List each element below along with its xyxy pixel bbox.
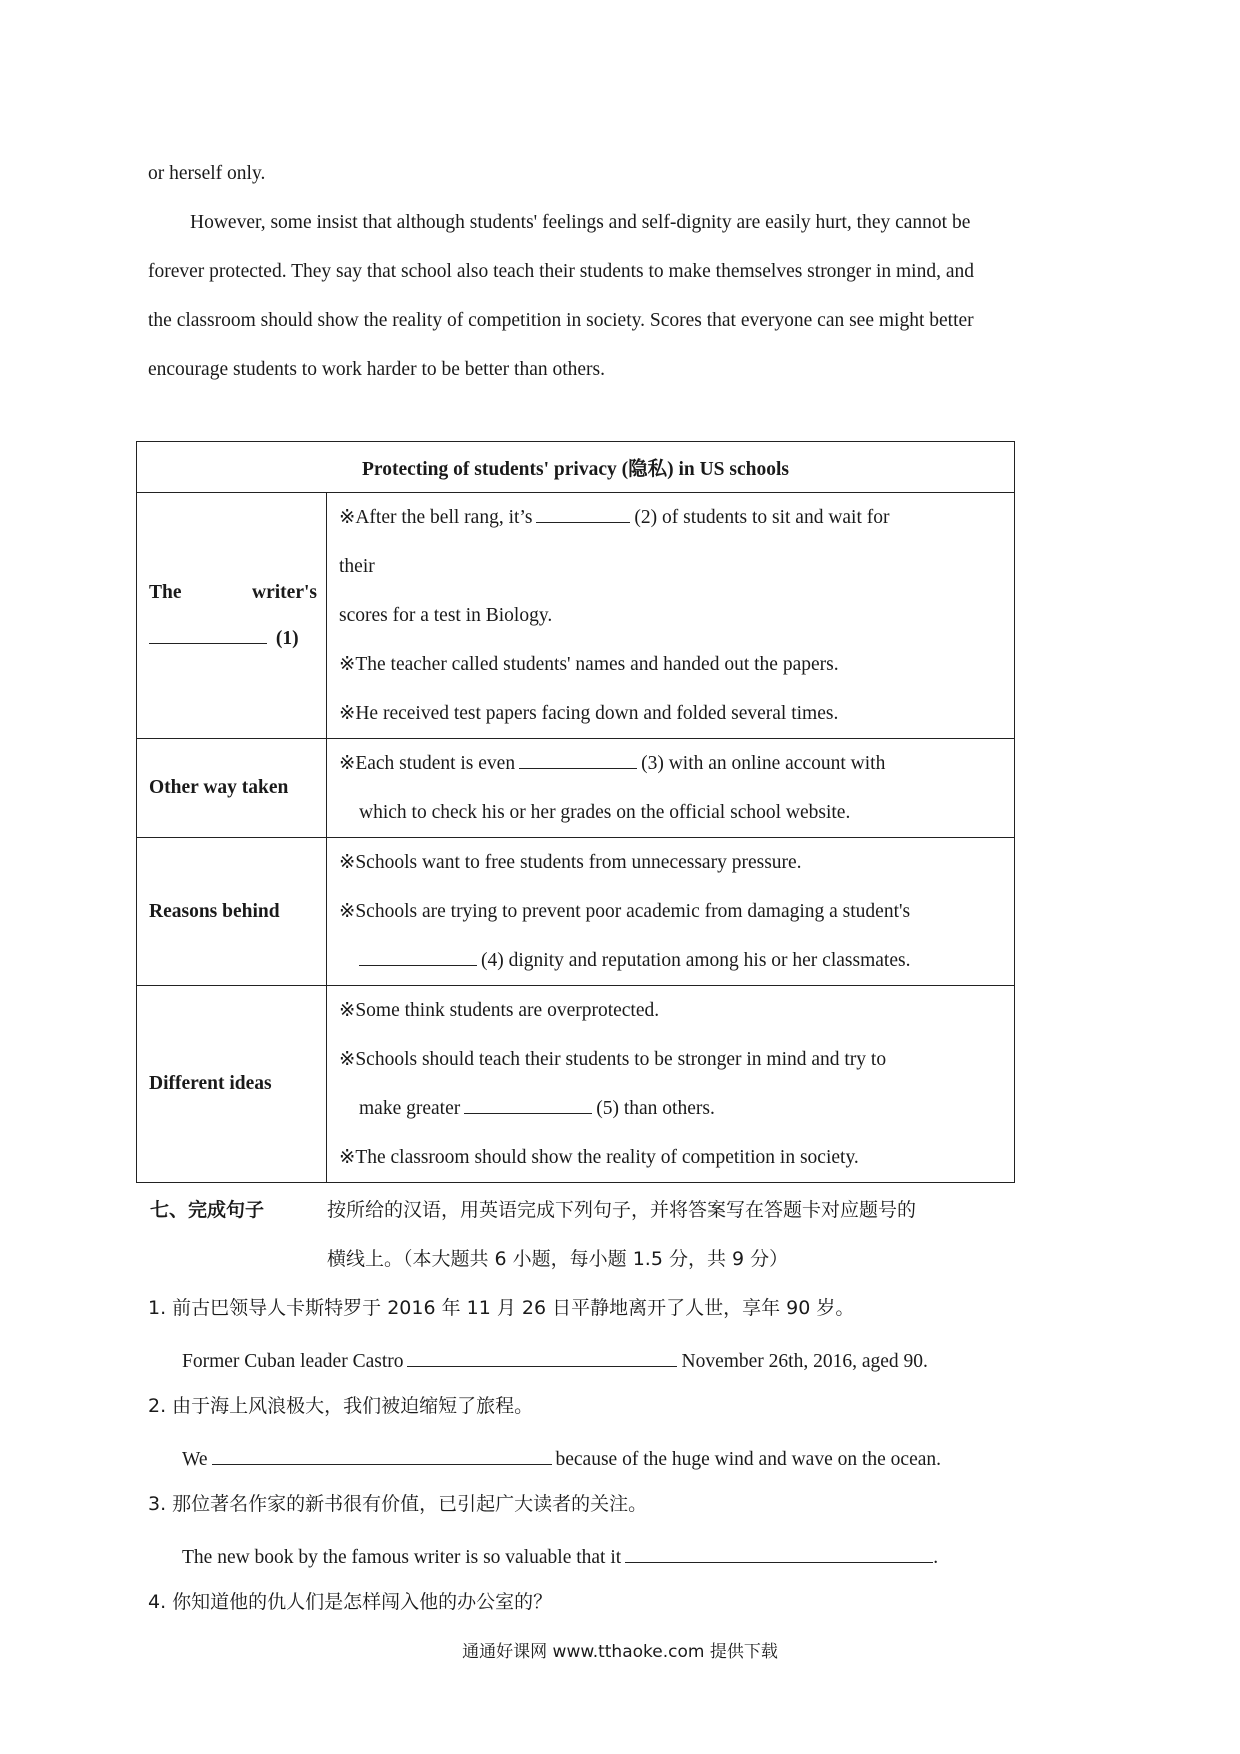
question-prompt: 3. 那位著名作家的新书很有价值，已引起广大读者的关注。 (148, 1493, 648, 1515)
answer-blank (519, 751, 637, 769)
content-text: ※Each student is even (339, 753, 516, 774)
passage-line: the classroom should show the reality of competition in society. Scores that everyone can see might better (148, 310, 974, 331)
content-text: make greater (359, 1098, 461, 1119)
section-heading: 七、完成句子 (150, 1199, 265, 1221)
table-row (137, 493, 1015, 739)
sentence-text: Former Cuban leader Castro (182, 1351, 404, 1372)
sentence-text: . (933, 1547, 939, 1568)
answer-blank (212, 1447, 552, 1465)
row-label: Different ideas (137, 986, 327, 1183)
content-text: ※Schools should teach their students to be stronger in mind and try to (339, 1049, 887, 1070)
content-text: ※He received test papers facing down and folded several times. (339, 703, 839, 724)
content-text: their (339, 556, 375, 577)
question-sentence (182, 1447, 941, 1470)
table-row (137, 838, 1015, 986)
passage-line: encourage students to work harder to be better than others. (148, 359, 606, 380)
answer-blank (407, 1349, 677, 1367)
sentence-text: The new book by the famous writer is so valuable that it (182, 1547, 622, 1568)
table-title: Protecting of students' privacy (隐私) in US schools (137, 442, 1015, 493)
content-text: ※Some think students are overprotected. (339, 1000, 660, 1021)
question-sentence (182, 1349, 928, 1372)
summary-table (136, 441, 1015, 1183)
passage-line: or herself only. (148, 163, 266, 184)
row-label-word: writer's (252, 581, 317, 603)
row-content (327, 493, 1015, 739)
content-text: which to check his or her grades on the official school website. (359, 802, 851, 823)
row-content (327, 838, 1015, 986)
content-text: scores for a test in Biology. (339, 605, 553, 626)
question-prompt: 2. 由于海上风浪极大，我们被迫缩短了旅程。 (148, 1395, 534, 1417)
content-text: (2) of students to sit and wait for (634, 507, 890, 528)
passage-line: However, some insist that although students' feelings and self-dignity are easily hurt, they cannot be (190, 212, 971, 233)
answer-blank (149, 626, 267, 644)
row-label: Reasons behind (137, 838, 327, 986)
content-text: ※The classroom should show the reality of competition in society. (339, 1147, 859, 1168)
sentence-text: November 26th, 2016, aged 90. (681, 1351, 928, 1372)
footer-credit: 通通好课网 www.tthaoke.com 提供下载 (462, 1642, 778, 1662)
row-label (137, 493, 327, 739)
content-text: (4) dignity and reputation among his or her classmates. (481, 950, 911, 971)
blank-number: (1) (275, 627, 299, 649)
section-instruction: 横线上。（本大题共 6 小题，每小题 1.5 分，共 9 分） (327, 1248, 789, 1270)
row-label-word: The (149, 581, 182, 603)
sentence-text: We (182, 1449, 208, 1470)
question-prompt: 4. 你知道他的仇人们是怎样闯入他的办公室的？ (148, 1591, 553, 1613)
row-content (327, 739, 1015, 838)
section-instruction: 按所给的汉语，用英语完成下列句子，并将答案写在答题卡对应题号的 (327, 1199, 917, 1221)
answer-blank (625, 1545, 933, 1563)
table-row (137, 986, 1015, 1183)
content-text: ※The teacher called students' names and handed out the papers. (339, 654, 839, 675)
sentence-text: because of the huge wind and wave on the ocean. (555, 1449, 942, 1470)
row-label: Other way taken (137, 739, 327, 838)
question-prompt: 1. 前古巴领导人卡斯特罗于 2016 年 11 月 26 日平静地离开了人世，享年 90 岁。 (148, 1297, 855, 1319)
passage-line: forever protected. They say that school also teach their students to make themselves stronger in mind, and (148, 261, 974, 282)
table-row (137, 739, 1015, 838)
content-text: ※After the bell rang, it’s (339, 507, 533, 528)
content-text: ※Schools want to free students from unnecessary pressure. (339, 852, 802, 873)
answer-blank (464, 1096, 592, 1114)
content-text: ※Schools are trying to prevent poor academic from damaging a student's (339, 901, 911, 922)
answer-blank (359, 948, 477, 966)
row-content (327, 986, 1015, 1183)
answer-blank (536, 505, 630, 523)
content-text: (3) with an online account with (641, 753, 886, 774)
question-sentence (182, 1545, 938, 1568)
content-text: (5) than others. (596, 1098, 715, 1119)
